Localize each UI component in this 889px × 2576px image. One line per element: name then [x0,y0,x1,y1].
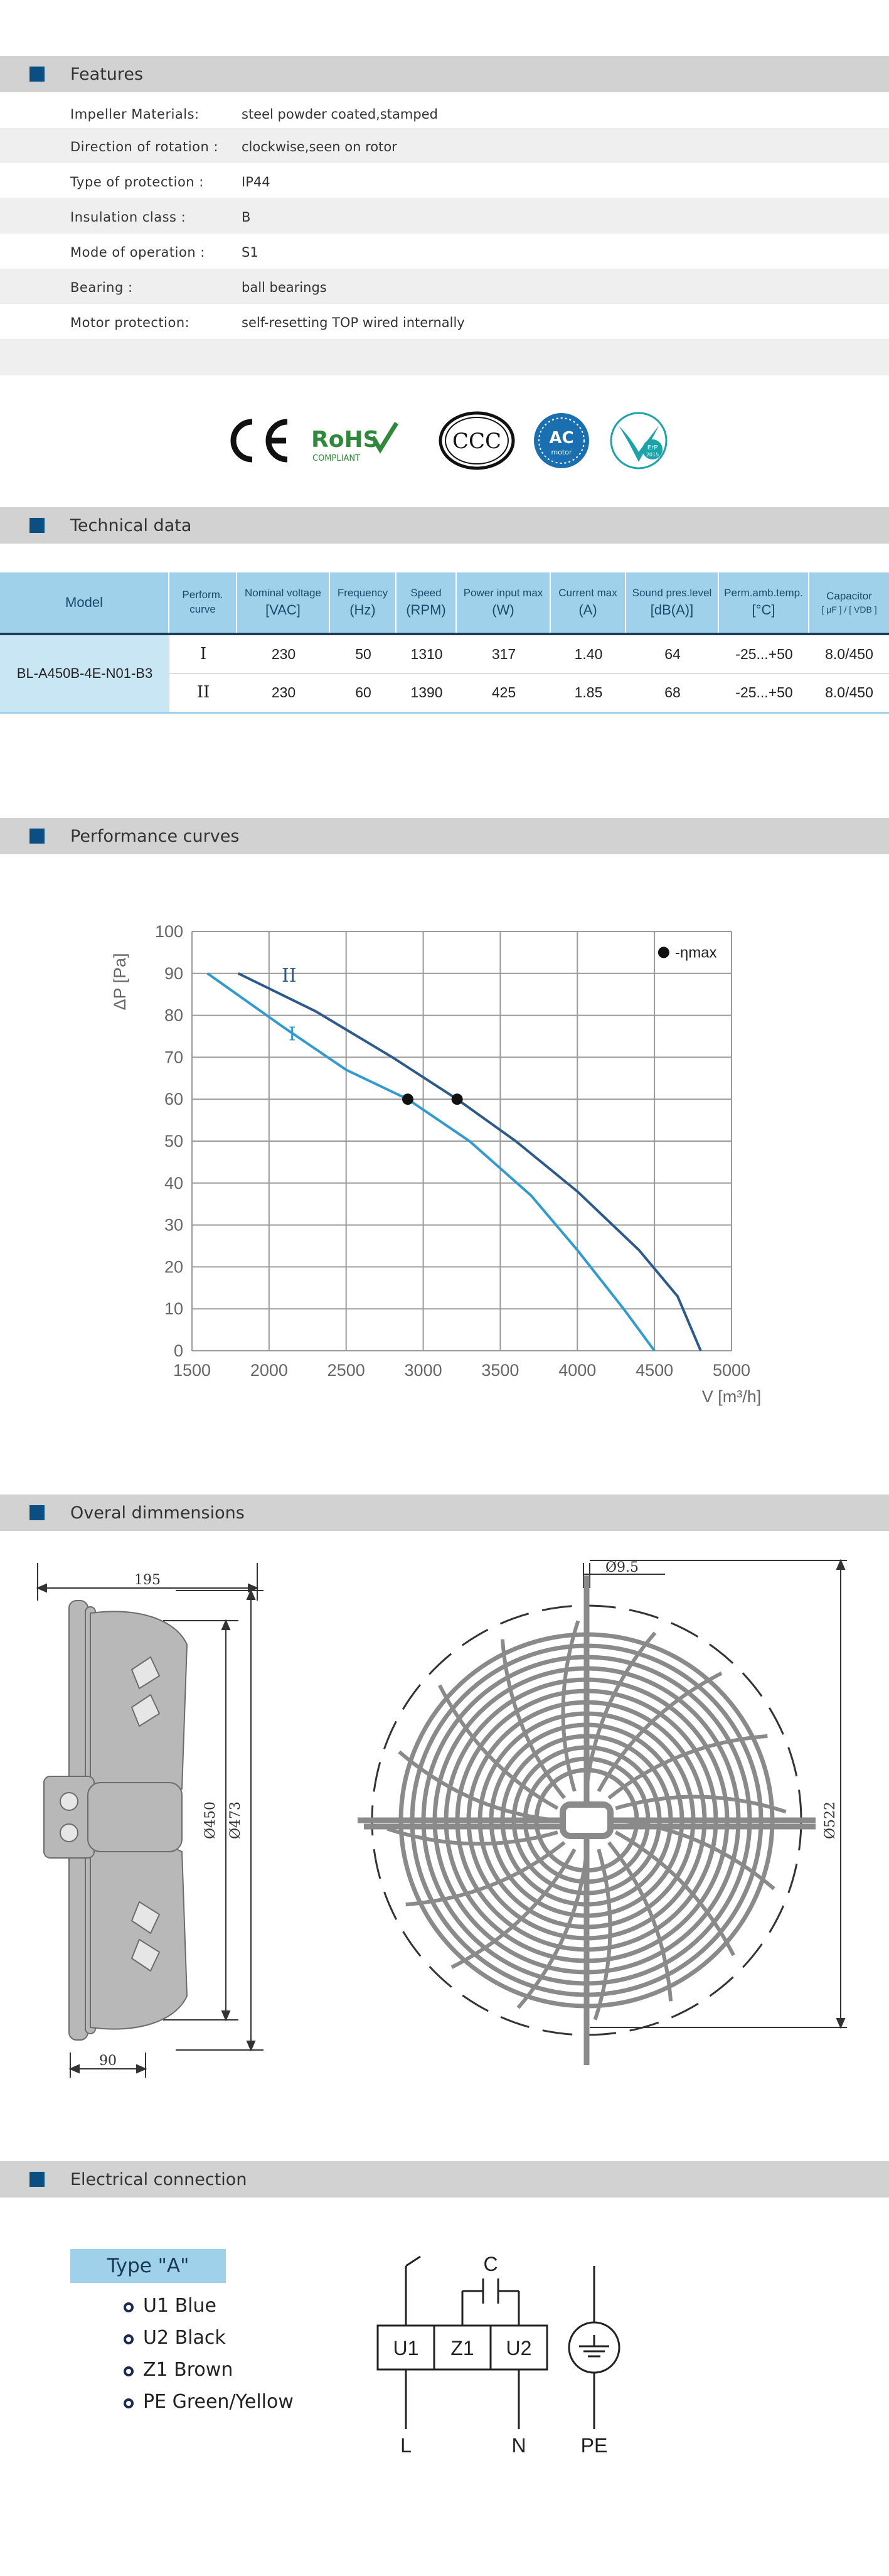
y-tick-label: 70 [164,1048,183,1067]
ac-motor-logo [534,413,589,468]
feature-value: clockwise,seen on rotor [242,139,397,154]
dim-d9-5: Ø9.5 [605,1560,639,1575]
ac-sub-text: motor [551,448,572,456]
series-label-I: I [288,1023,296,1046]
front-view-svg [351,1550,866,2053]
rohs-text: RoHS [311,427,380,453]
series-line-I [208,974,655,1351]
cell-frequency: 50 [355,645,371,662]
dim-d450: Ø450 [203,1801,218,1840]
feature-label: Insulation class : [70,210,186,225]
features-footer-band [0,339,889,375]
col-temp: Perm.amb.temp. [°C] [719,572,809,633]
eta-max-point [452,1093,463,1105]
y-tick-label: 50 [164,1132,183,1151]
electrical-header [0,2161,889,2198]
y-tick-label: 80 [164,1006,183,1025]
performance-title: Performance curves [70,827,240,846]
cell-speed: 1390 [410,684,443,700]
x-tick-label: 4000 [558,1361,597,1380]
x-tick-label: 2000 [250,1361,288,1380]
rohs-sub-text: COMPLIANT [312,454,361,463]
x-tick-label: 3500 [481,1361,519,1380]
bullet-icon [124,2302,134,2312]
col-power: Power input max (W) [457,572,551,633]
performance-header [0,818,889,854]
certification-logos [220,408,671,471]
features-title: Features [70,65,144,84]
cell-voltage: 230 [271,684,296,700]
feature-row [0,198,889,233]
label-l: L [400,2434,412,2457]
cell-sound: 68 [664,684,681,700]
electrical-title: Electrical connection [70,2170,247,2189]
feature-value: IP44 [242,174,270,190]
bullet-icon [124,2366,134,2376]
cell-temp: -25...+50 [735,645,793,662]
y-tick-label: 20 [164,1257,183,1277]
terminal-z1: Z1 [450,2337,474,2359]
technical-title: Technical data [70,516,192,535]
feature-label: Bearing : [70,280,133,295]
series-line-II [238,974,701,1351]
cell-capacitor: 8.0/450 [825,645,873,662]
certification-logos-svg [220,408,671,471]
section-marker [29,1505,45,1520]
performance-chart-svg [110,916,778,1419]
wire-u1: U1 Blue [143,2295,216,2317]
cell-capacitor: 8.0/450 [825,684,873,700]
feature-label: Mode of operation : [70,245,205,260]
side-view-drawing [25,1563,301,2078]
cell-curve: II [196,683,210,702]
terminal-u2: U2 [506,2337,532,2359]
dim-d473: Ø473 [228,1801,243,1840]
col-speed: Speed (RPM) [397,572,457,633]
ac-text: AC [549,429,574,448]
x-axis-label: V [m³/h] [701,1387,762,1406]
col-sound: Sound pres.level [dB(A)] [626,572,719,633]
features-header [0,56,889,92]
y-tick-label: 40 [164,1173,183,1193]
wiring-diagram-svg [370,2247,634,2461]
cell-current: 1.40 [574,645,603,662]
cell-current: 1.85 [574,684,603,700]
cell-frequency: 60 [355,684,371,700]
dim-d522: Ø522 [822,1801,838,1840]
bullet-icon [124,2334,134,2344]
section-marker [29,2172,45,2187]
eta-max-point [402,1093,413,1105]
feature-value: B [242,210,251,225]
cell-curve: I [200,645,207,663]
col-frequency: Frequency (Hz) [330,572,397,633]
label-pe: PE [580,2434,608,2457]
section-marker [29,67,45,82]
ce-logo [233,422,287,459]
y-tick-label: 90 [164,963,183,983]
terminal-u1: U1 [393,2337,419,2359]
erp-year-text: 2015 [646,452,659,458]
label-n: N [511,2434,526,2457]
legend-marker [658,947,669,958]
feature-label: Type of protection : [70,174,204,190]
performance-chart [110,916,778,1419]
col-current: Current max (A) [551,572,626,633]
ccc-text: CCC [452,429,502,454]
dim-width: 195 [134,1572,161,1588]
x-tick-label: 5000 [712,1361,751,1380]
dim-depth: 90 [99,2053,117,2069]
x-tick-label: 1500 [173,1361,211,1380]
feature-value: self-resetting TOP wired internally [242,315,465,330]
col-capacitor: Capacitor [ μF ] / [ VDB ] [809,572,889,633]
feature-label: Impeller Materials: [70,107,200,122]
cell-voltage: 230 [271,645,296,662]
wire-u2: U2 Black [143,2327,226,2349]
feature-value: S1 [242,245,258,260]
col-model: Model [0,572,169,633]
technical-table [0,572,889,714]
cell-power: 425 [491,684,516,700]
bullet-icon [124,2398,134,2408]
front-view-drawing [351,1550,866,2053]
cell-speed: 1310 [410,645,443,662]
technical-header [0,507,889,544]
erp-text: ErP [647,444,658,451]
section-marker [29,829,45,844]
wiring-diagram [370,2247,634,2461]
col-perform: Perform. curve [169,572,237,633]
side-view-svg [25,1563,301,2078]
cell-temp: -25...+50 [735,684,793,700]
y-tick-label: 10 [164,1299,183,1319]
feature-row [0,163,889,198]
feature-label: Direction of rotation : [70,139,219,154]
erp-logo [611,413,666,468]
feature-value: ball bearings [242,280,327,295]
feature-value: steel powder coated,stamped [242,107,438,122]
feature-row [0,233,889,269]
model-cell: BL-A450B-4E-N01-B3 [0,635,169,712]
rohs-logo [311,423,397,463]
y-tick-label: 0 [173,1341,183,1360]
y-tick-label: 60 [164,1090,183,1109]
series-label-II: II [281,965,297,987]
feature-row [0,128,889,163]
feature-row [0,304,889,339]
x-tick-label: 4500 [636,1361,674,1380]
ccc-logo [440,413,513,468]
type-label: Type "A" [70,2249,226,2283]
dimensions-title: Overal dimmensions [70,1503,245,1523]
feature-row [0,95,889,131]
feature-label: Motor protection: [70,315,190,330]
col-voltage: Nominal voltage [VAC] [237,572,330,633]
dimensions-header [0,1495,889,1531]
x-tick-label: 3000 [404,1361,442,1380]
feature-row [0,269,889,304]
x-tick-label: 2500 [327,1361,365,1380]
wire-z1: Z1 Brown [143,2359,233,2381]
y-tick-label: 100 [154,922,183,941]
capacitor-label: C [483,2253,498,2275]
cell-sound: 64 [664,645,681,662]
section-marker [29,518,45,533]
y-tick-label: 30 [164,1215,183,1235]
y-axis-label: ΔP [Pa] [110,953,129,1011]
cell-power: 317 [491,645,516,662]
legend-text: -ηmax [674,944,717,962]
wire-pe: PE Green/Yellow [143,2391,294,2413]
